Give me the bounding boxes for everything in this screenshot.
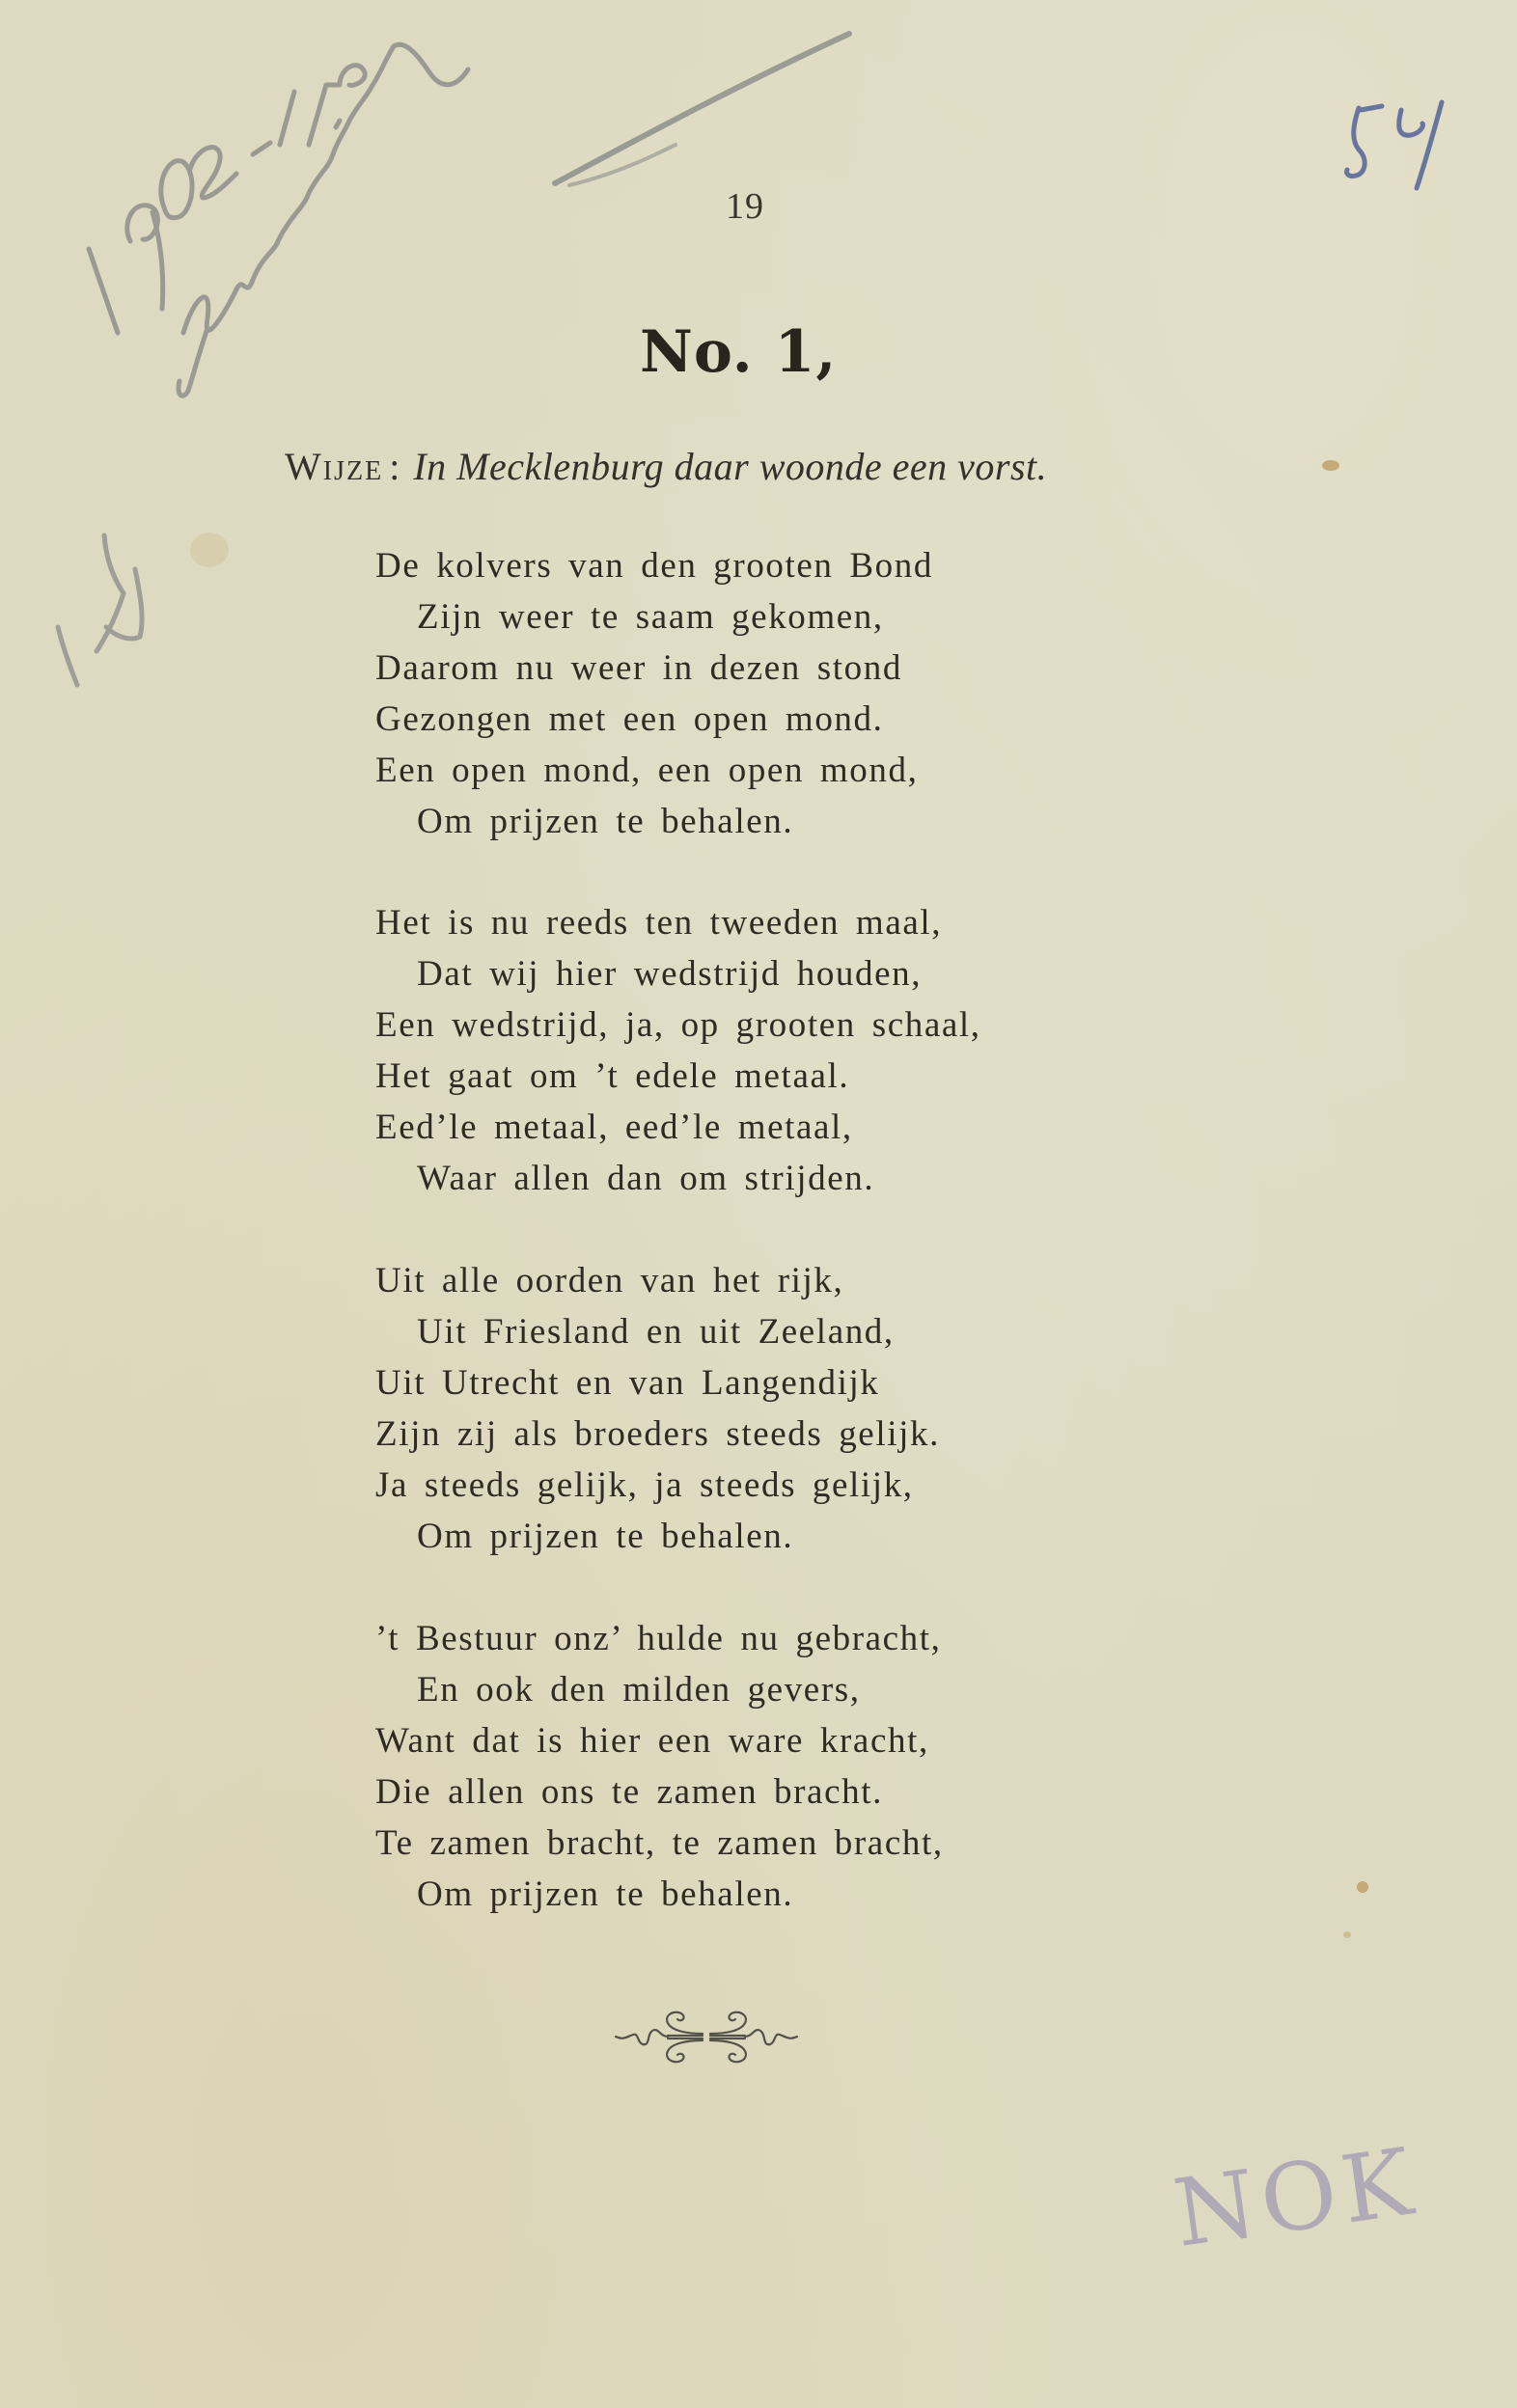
pencil-17c <box>280 66 365 145</box>
pencil-digit-1 <box>89 249 118 333</box>
verse-line: Waar allen dan om strijden. <box>417 1159 875 1198</box>
verse-line: De kolvers van den grooten Bond <box>375 546 933 586</box>
foxing-spot <box>190 533 229 567</box>
page-number: 19 <box>726 186 764 227</box>
library-stamp: NOK <box>1168 2126 1424 2268</box>
verse-line: Gezongen met een open mond. <box>375 699 884 739</box>
verse-line: ’t Bestuur onz’ hulde nu gebracht, <box>375 1619 942 1658</box>
verse-line: Uit alle oorden van het rijk, <box>375 1261 844 1300</box>
verse-line: Het gaat om ’t edele metaal. <box>375 1056 850 1096</box>
blue-folio-number <box>1341 96 1467 203</box>
verse-line: Zijn weer te saam gekomen, <box>417 597 884 637</box>
stanza-3 <box>375 1255 1167 1562</box>
verse-line: Die allen ons te zamen bracht. <box>375 1772 883 1812</box>
verse-line: Te zamen bracht, te zamen bracht, <box>375 1823 944 1863</box>
foxing-spot <box>1343 1931 1351 1938</box>
verse-line: Dat wij hier wedstrijd houden, <box>417 954 923 994</box>
verse-line: Een open mond, een open mond, <box>375 751 919 790</box>
verse-line: Om prijzen te behalen. <box>417 1874 794 1914</box>
stanza-1 <box>375 540 1167 847</box>
pencil-digit-9 <box>127 205 163 309</box>
song-title: No. 1, <box>640 318 838 386</box>
verse-line: Want dat is hier een ware kracht, <box>375 1721 929 1761</box>
verse-line: Een wedstrijd, ja, op grooten schaal, <box>375 1005 981 1045</box>
verse-line: Uit Friesland en uit Zeeland, <box>417 1312 895 1352</box>
tune-name: In Mecklenburg daar woonde een vorst. <box>413 445 1048 488</box>
foxing-spot <box>1357 1881 1368 1893</box>
stanza-2 <box>375 897 1167 1204</box>
stanza-4 <box>375 1613 1167 1920</box>
verse-line: Ja steeds gelijk, ja steeds gelijk, <box>375 1465 914 1505</box>
verse-line: Om prijzen te behalen. <box>417 1517 794 1556</box>
tune-label: Wijze <box>285 445 384 488</box>
verse-line: Eed’le metaal, eed’le metaal, <box>375 1108 853 1147</box>
pencil-dash <box>253 143 270 154</box>
verse-line: Zijn zij als broeders steeds gelijk. <box>375 1414 940 1454</box>
tune-line <box>285 444 1047 489</box>
pencil-digit-0 <box>161 161 192 218</box>
verse-line: Het is nu reeds ten tweeden maal, <box>375 903 943 943</box>
pencil-long-stroke <box>555 34 849 183</box>
pencil-digit-2 <box>190 148 236 198</box>
verse-line: Om prijzen te behalen. <box>417 802 794 841</box>
verse-line: Daarom nu weer in dezen stond <box>375 648 902 688</box>
pencil-signature <box>183 44 468 333</box>
verse-line: Uit Utrecht en van Langendijk <box>375 1363 880 1403</box>
ornament-divider-icon <box>610 2002 803 2069</box>
verse-line: En ook den milden gevers, <box>417 1670 861 1710</box>
pencil-margin-mark <box>58 535 142 685</box>
tune-separator: : <box>389 445 400 488</box>
foxing-spot <box>1322 460 1339 471</box>
